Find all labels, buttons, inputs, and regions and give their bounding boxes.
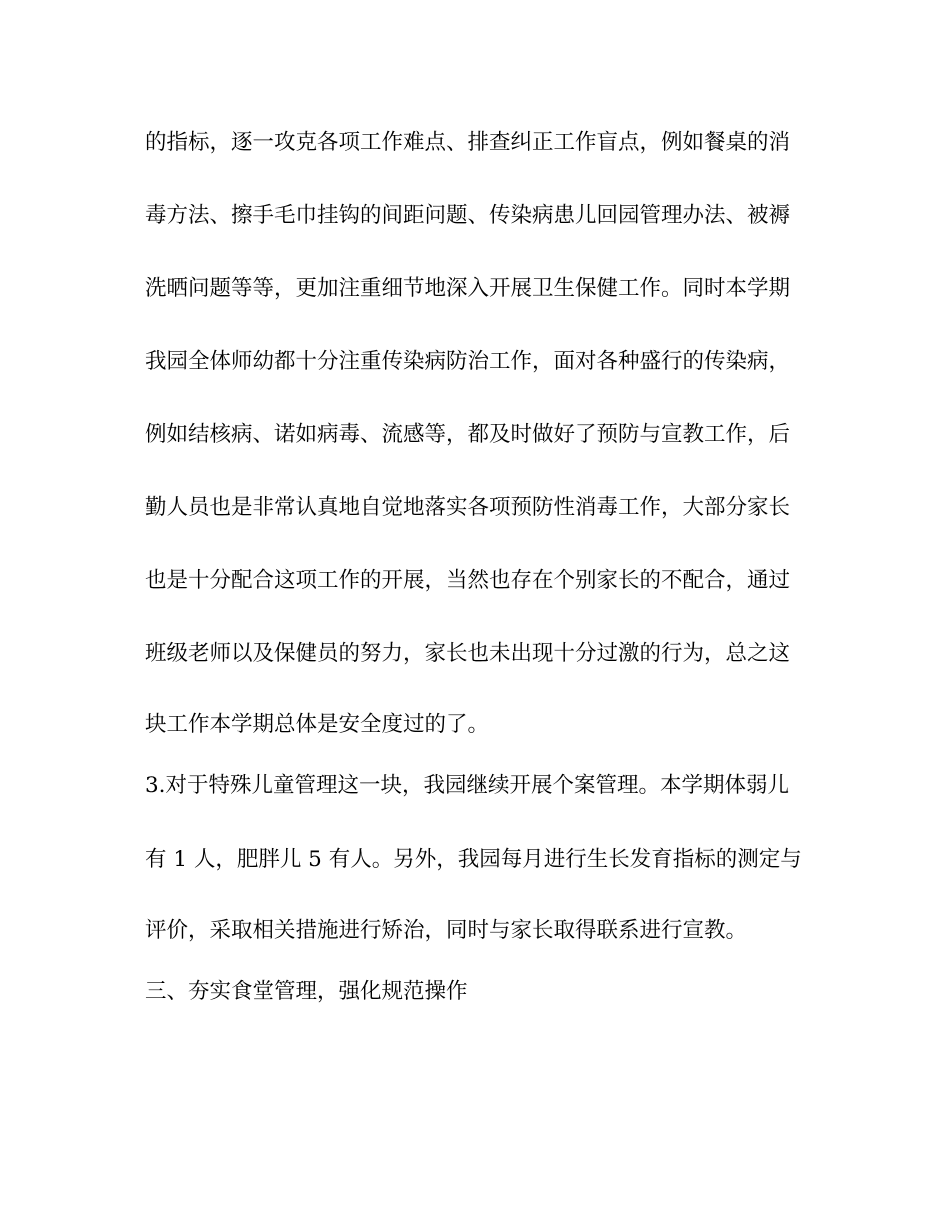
- section-heading: 三、夯实食堂管理，强化规范操作: [145, 979, 468, 1004]
- text-line: 例如结核病、诺如病毒、流感等，都及时做好了预防与宣教工作，后: [145, 422, 791, 447]
- text-line: 毒方法、擦手毛巾挂钩的间距问题、传染病患儿回园管理办法、被褥: [145, 203, 791, 228]
- text-line: 也是十分配合这项工作的开展，当然也存在个别家长的不配合，通过: [145, 568, 791, 593]
- text-line: 的指标，逐一攻克各项工作难点、排查纠正工作盲点，例如餐桌的消: [145, 130, 791, 155]
- text-line: 3.对于特殊儿童管理这一块，我园继续开展个案管理。本学期体弱儿: [145, 773, 790, 798]
- text-line: 块工作本学期总体是安全度过的了。: [145, 712, 490, 737]
- text-line: 有 1 人，肥胖儿 5 有人。另外，我园每月进行生长发育指标的测定与: [145, 847, 802, 872]
- text-line: 我园全体师幼都十分注重传染病防治工作，面对各种盛行的传染病，: [145, 349, 791, 374]
- text-line: 勤人员也是非常认真地自觉地落实各项预防性消毒工作，大部分家长: [145, 495, 791, 520]
- text-line: 评价，采取相关措施进行矫治，同时与家长取得联系进行宣教。: [145, 918, 748, 943]
- text-line: 班级老师以及保健员的努力，家长也未出现十分过激的行为，总之这: [145, 641, 791, 666]
- text-line: 洗晒问题等等，更加注重细节地深入开展卫生保健工作。同时本学期: [145, 276, 791, 301]
